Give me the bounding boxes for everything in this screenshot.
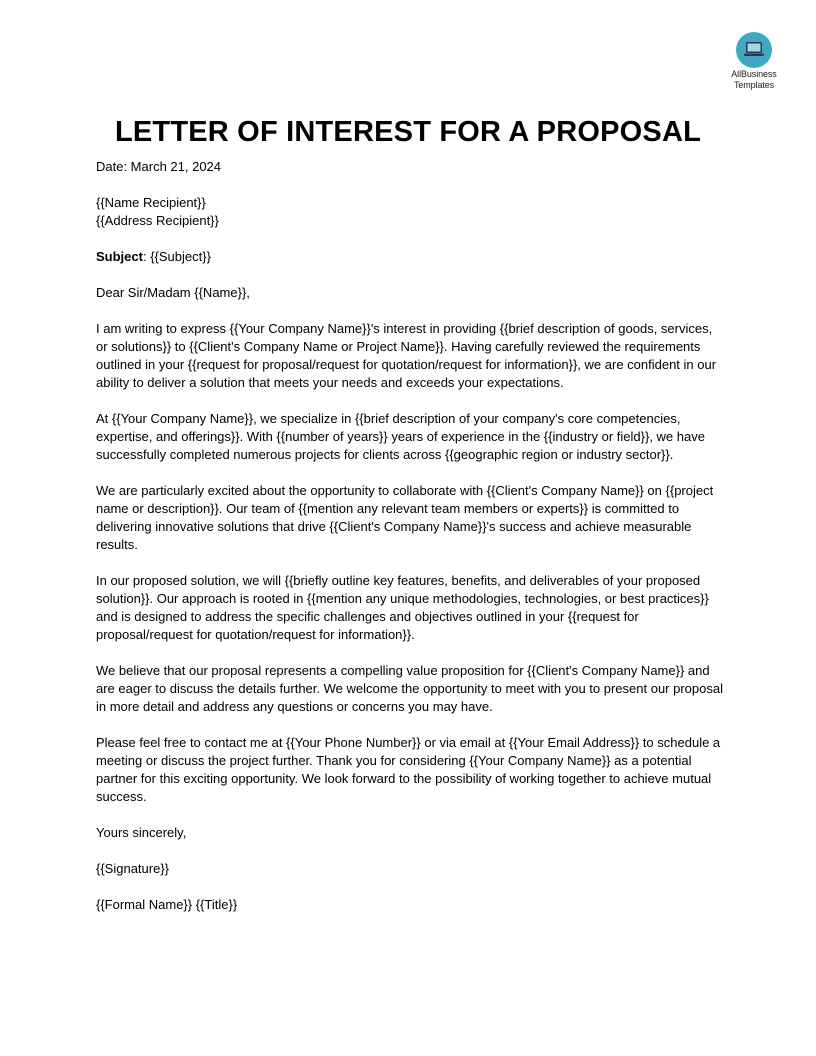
subject-value: : {{Subject}}	[142, 249, 211, 264]
paragraph-2: At {{Your Company Name}}, we specialize in {{brief description of your company's core competencies, expertise, and offerings}}. With {{number of years}} years of experience in the {{industry or field}}, we have successfully completed numerous projects for clients across {{geographic region or industry sector}}.	[96, 411, 705, 462]
logo-text-line2: Templates	[733, 80, 775, 90]
document-title: LETTER OF INTEREST FOR A PROPOSAL	[114, 116, 702, 148]
paragraph-4: In our proposed solution, we will {{briefly outline key features, benefits, and deliverables of your proposed solution}}. Our approach is rooted in {{mention any unique methodologies, technologies, or best practices}} and is designed to address the specific challenges and objectives outlined in your {{request for proposal/request for quotation/request for information}}.	[96, 573, 709, 642]
subject-line	[96, 248, 726, 266]
logo-text-line1: AllBusiness	[731, 69, 777, 79]
closing: Yours sincerely,	[96, 825, 187, 840]
paragraph-6: Please feel free to contact me at {{Your Phone Number}} or via email at {{Your Email Address}} to schedule a meeting or discuss the project further. Thank you for considering {{Your Company Name}} as a potential partner for this exciting opportunity. We look forward to the possibility of working together to achieve mutual success.	[96, 735, 721, 804]
formal-name: {{Formal Name}} {{Title}}	[96, 897, 238, 912]
subject-label: Subject	[96, 249, 143, 264]
paragraph-5: We believe that our proposal represents a compelling value proposition for {{Client's Company Name}} and are eager to discuss the details further. We welcome the opportunity to meet with you to present our proposal in more detail and address any questions or concerns you may have.	[96, 663, 723, 714]
recipient-name: {{Name Recipient}}	[96, 195, 206, 210]
paragraph-1: I am writing to express {{Your Company Name}}'s interest in providing {{brief description of goods, services, or solutions}} to {{Client's Company Name or Project Name}}. Having carefully reviewed the requirements outlined in your {{request for proposal/request for quotation/request for information}}, we are confident in our ability to deliver a solution that meets your needs and exceeds your expectations.	[96, 321, 717, 390]
salutation: Dear Sir/Madam {{Name}},	[96, 285, 250, 300]
paragraph-3: We are particularly excited about the opportunity to collaborate with {{Client's Company Name}} on {{project name or description}}. Our team of {{mention any relevant team members or experts}} is committed to delivering innovative solutions that drive {{Client's Company Name}}'s success and achieve measurable results.	[96, 483, 714, 552]
letter-body	[96, 158, 726, 932]
allbusiness-templates-logo	[722, 32, 786, 90]
laptop-icon	[736, 32, 772, 68]
recipient-address: {{Address Recipient}}	[96, 213, 219, 228]
signature: {{Signature}}	[96, 861, 170, 876]
letter-date: Date: March 21, 2024	[96, 159, 222, 174]
